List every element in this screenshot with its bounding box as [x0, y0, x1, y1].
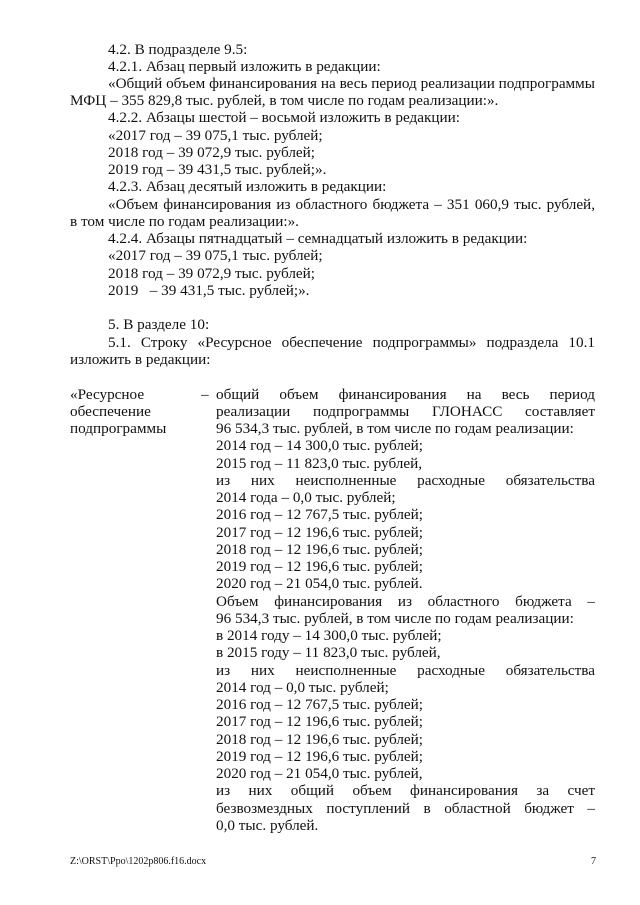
- paragraph-5-1-line-2: изложить в редакции:: [70, 351, 211, 368]
- table-row-19: 2016 год – 12 767,5 тыс. рублей;: [216, 696, 424, 713]
- table-row-03: 96 534,3 тыс. рублей, в том числе по годам реализации:: [216, 420, 574, 437]
- table-row-14: 96 534,3 тыс. рублей, в том числе по годам реализации:: [216, 610, 574, 627]
- table-left-label-3: подпрограммы: [70, 420, 167, 437]
- table-row-04: 2014 год – 14 300,0 тыс. рублей;: [216, 437, 424, 454]
- year-2019-line-b: 2019 – 39 431,5 тыс. рублей;».: [108, 282, 310, 299]
- table-row-07: 2014 года – 0,0 тыс. рублей;: [216, 489, 396, 506]
- paragraph-4-2: 4.2. В подразделе 9.5:: [108, 41, 248, 58]
- table-dash: –: [201, 386, 209, 403]
- quote-2-line-2: в том числе по годам реализации:».: [70, 213, 299, 230]
- table-row-16: в 2015 году – 11 823,0 тыс. рублей,: [216, 644, 441, 661]
- paragraph-4-2-2: 4.2.2. Абзацы шестой – восьмой изложить в редакции:: [108, 109, 460, 126]
- paragraph-4-2-3: 4.2.3. Абзац десятый изложить в редакции:: [108, 178, 387, 195]
- table-row-02: реализации подпрограммы ГЛОНАСС составляет: [216, 403, 595, 420]
- paragraph-5-1-line-1: 5.1. Строку «Ресурсное обеспечение подпрограммы» подраздела 10.1: [108, 334, 595, 351]
- table-row-12: 2020 год – 21 054,0 тыс. рублей.: [216, 575, 423, 592]
- year-2017-line-a: «2017 год – 39 075,1 тыс. рублей;: [108, 127, 323, 144]
- paragraph-5: 5. В разделе 10:: [108, 316, 210, 333]
- page-number: 7: [591, 856, 596, 867]
- table-row-25: безвозмездных поступлений в областной бюджет –: [216, 800, 595, 817]
- table-left-label-1: «Ресурсное: [70, 386, 145, 403]
- year-2019-line-a: 2019 год – 39 431,5 тыс. рублей;».: [108, 161, 327, 178]
- table-row-18: 2014 год – 0,0 тыс. рублей;: [216, 679, 389, 696]
- quote-1-line-2: МФЦ – 355 829,8 тыс. рублей, в том числе по годам реализации:».: [70, 92, 499, 109]
- table-left-label-2: обеспечение: [70, 403, 151, 420]
- table-row-21: 2018 год – 12 196,6 тыс. рублей;: [216, 731, 424, 748]
- table-row-17: из них неисполненные расходные обязательства: [216, 662, 595, 679]
- table-row-05: 2015 год – 11 823,0 тыс. рублей,: [216, 455, 423, 472]
- year-2018-line-a: 2018 год – 39 072,9 тыс. рублей;: [108, 144, 316, 161]
- table-row-10: 2018 год – 12 196,6 тыс. рублей;: [216, 541, 424, 558]
- table-row-22: 2019 год – 12 196,6 тыс. рублей;: [216, 748, 424, 765]
- table-row-11: 2019 год – 12 196,6 тыс. рублей;: [216, 558, 424, 575]
- table-row-09: 2017 год – 12 196,6 тыс. рублей;: [216, 524, 424, 541]
- table-row-15: в 2014 году – 14 300,0 тыс. рублей;: [216, 627, 442, 644]
- table-row-24: из них общий объем финансирования за счет: [216, 782, 595, 799]
- table-row-26: 0,0 тыс. рублей.: [216, 817, 319, 834]
- table-row-20: 2017 год – 12 196,6 тыс. рублей;: [216, 713, 424, 730]
- year-2018-line-b: 2018 год – 39 072,9 тыс. рублей;: [108, 265, 316, 282]
- table-row-13: Объем финансирования из областного бюджета –: [216, 593, 595, 610]
- paragraph-4-2-4: 4.2.4. Абзацы пятнадцатый – семнадцатый изложить в редакции:: [108, 230, 528, 247]
- year-2017-line-b: «2017 год – 39 075,1 тыс. рублей;: [108, 247, 323, 264]
- paragraph-4-2-1: 4.2.1. Абзац первый изложить в редакции:: [108, 58, 381, 75]
- table-row-06: из них неисполненные расходные обязательства: [216, 472, 595, 489]
- quote-1-line-1: «Общий объем финансирования на весь период реализации подпрограммы: [108, 75, 595, 92]
- table-row-01: общий объем финансирования на весь период: [216, 386, 595, 403]
- footer-file-path: Z:\ORST\Ppo\1202p806.f16.docx: [70, 856, 207, 867]
- quote-2-line-1: «Объем финансирования из областного бюджета – 351 060,9 тыс. рублей,: [108, 196, 595, 213]
- table-row-08: 2016 год – 12 767,5 тыс. рублей;: [216, 506, 424, 523]
- table-row-23: 2020 год – 21 054,0 тыс. рублей,: [216, 765, 423, 782]
